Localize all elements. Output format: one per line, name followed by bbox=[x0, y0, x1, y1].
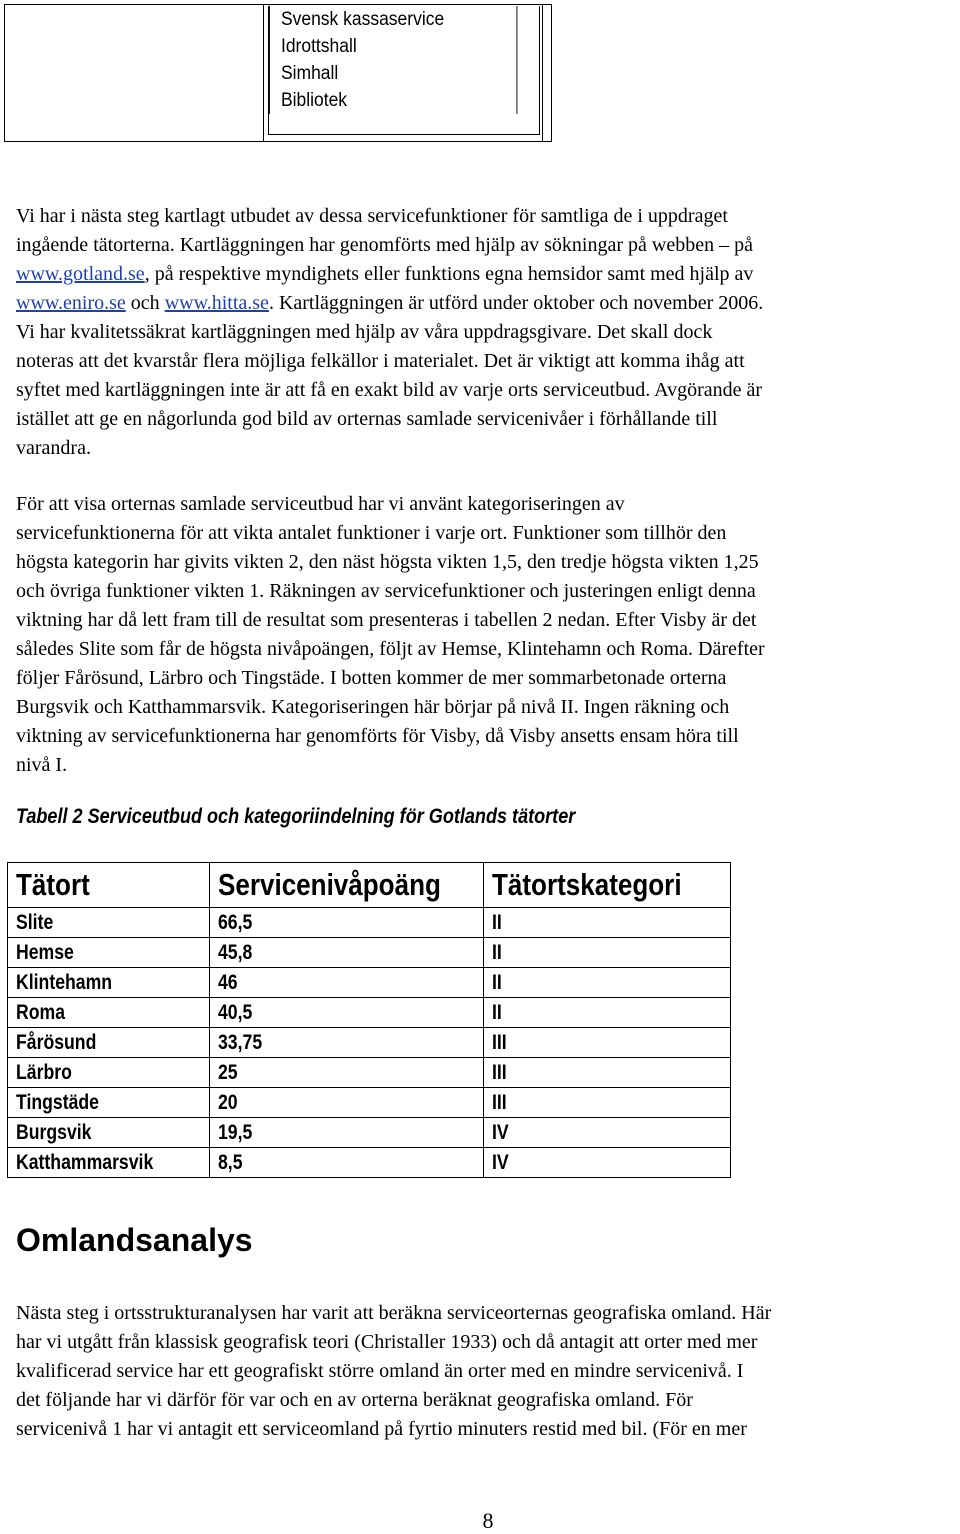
text-line bbox=[16, 260, 960, 289]
list-item: Idrottshall bbox=[269, 33, 517, 60]
link-eniro[interactable]: www.eniro.se bbox=[16, 292, 126, 314]
table-row bbox=[8, 1058, 731, 1088]
text-line: servicefunktionerna för att vikta antalet funktioner i varje ort. Funktioner som tillhör den bbox=[16, 522, 727, 544]
list-item: Bibliotek bbox=[269, 87, 517, 114]
cell-category: II bbox=[484, 908, 731, 938]
table-spacer bbox=[268, 114, 540, 134]
list-item: Simhall bbox=[269, 60, 517, 87]
cell-score: 20 bbox=[210, 1088, 484, 1118]
table-caption: Tabell 2 Serviceutbud och kategoriindelning för Gotlands tätorter bbox=[16, 805, 576, 828]
text-line: noteras att det kvarstår flera möjliga felkällor i materialet. Det är viktigt att komma ihåg att bbox=[16, 350, 745, 372]
text-line: högsta kategorin har givits vikten 2, den näst högsta vikten 1,5, den tredje högsta vikten 1,25 bbox=[16, 551, 759, 573]
text-line: istället att ge en någorlunda god bild av orternas samlade servicenivåer i förhållande till bbox=[16, 408, 718, 430]
table-divider bbox=[542, 5, 543, 141]
text-line: ingående tätorterna. Kartläggningen har genomförts med hjälp av sökningar på webben – på bbox=[16, 234, 753, 256]
cell-town: Roma bbox=[8, 998, 210, 1028]
text-line: varandra. bbox=[16, 437, 91, 459]
paragraph-hinterland bbox=[16, 1299, 960, 1444]
text-line: följer Fårösund, Lärbro och Tingstäde. I botten kommer de mer sommarbetonade orterna bbox=[16, 667, 727, 689]
text-line: nivå I. bbox=[16, 754, 68, 776]
column-header: Tätortskategori bbox=[484, 863, 731, 908]
cell-town: Klintehamn bbox=[8, 968, 210, 998]
cell-score: 40,5 bbox=[210, 998, 484, 1028]
cell-town: Slite bbox=[8, 908, 210, 938]
cell-town: Lärbro bbox=[8, 1058, 210, 1088]
text-line: Nästa steg i ortsstrukturanalysen har varit att beräkna serviceorternas geografiska omland. Här bbox=[16, 1302, 772, 1324]
cell-score: 66,5 bbox=[210, 908, 484, 938]
text-line: det följande har vi därför för var och en av orterna beräknat geografiska omland. För bbox=[16, 1389, 693, 1411]
cell-score: 8,5 bbox=[210, 1148, 484, 1178]
table-divider bbox=[263, 5, 264, 141]
link-hitta[interactable]: www.hitta.se bbox=[164, 292, 269, 314]
text-line: viktning har då lett fram till de resultat som presenteras i tabellen 2 nedan. Efter Visby är det bbox=[16, 609, 757, 631]
table-row bbox=[8, 1088, 731, 1118]
paragraph-survey bbox=[16, 202, 960, 463]
table-row bbox=[8, 938, 731, 968]
cell-category: IV bbox=[484, 1148, 731, 1178]
table-row bbox=[8, 1118, 731, 1148]
cell-town: Katthammarsvik bbox=[8, 1148, 210, 1178]
cell-category: II bbox=[484, 938, 731, 968]
table-rule bbox=[268, 134, 540, 135]
cell-category: III bbox=[484, 1058, 731, 1088]
table-header-row bbox=[8, 863, 731, 908]
text-fragment: . Kartläggningen är utförd under oktober och november 2006. bbox=[268, 292, 764, 314]
cell-score: 45,8 bbox=[210, 938, 484, 968]
text-line: Vi har kvalitetssäkrat kartläggningen med hjälp av våra uppdragsgivare. Det skall dock bbox=[16, 321, 713, 343]
section-heading: Omlandsanalys bbox=[16, 1222, 253, 1258]
cell-town: Tingstäde bbox=[8, 1088, 210, 1118]
text-line: För att visa orternas samlade serviceutbud har vi använt kategoriseringen av bbox=[16, 493, 625, 515]
text-line: och övriga funktioner vikten 1. Räkningen av servicefunktioner och justeringen enligt denna bbox=[16, 580, 756, 602]
text-line bbox=[16, 289, 960, 318]
cell-category: III bbox=[484, 1088, 731, 1118]
table-row bbox=[8, 998, 731, 1028]
text-fragment: , på respektive myndighets eller funktions egna hemsidor samt med hjälp av bbox=[144, 263, 754, 285]
cell-score: 33,75 bbox=[210, 1028, 484, 1058]
text-line: Vi har i nästa steg kartlagt utbudet av dessa servicefunktioner för samtliga de i uppdraget bbox=[16, 205, 728, 227]
service-function-list bbox=[268, 6, 540, 135]
cell-town: Hemse bbox=[8, 938, 210, 968]
cell-category: III bbox=[484, 1028, 731, 1058]
text-line: således Slite som får de högsta nivåpoängen, följt av Hemse, Klintehamn och Roma. Därefter bbox=[16, 638, 765, 660]
column-header: Servicenivåpoäng bbox=[210, 863, 484, 908]
table-row bbox=[8, 1028, 731, 1058]
cell-category: IV bbox=[484, 1118, 731, 1148]
text-fragment: och bbox=[125, 292, 165, 314]
text-line: syftet med kartläggningen inte är att få en exakt bild av varje orts serviceutbud. Avgörande är bbox=[16, 379, 763, 401]
paragraph-weighting bbox=[16, 490, 960, 780]
text-line: viktning av servicefunktionerna har genomförts för Visby, då Visby ansetts ensam höra till bbox=[16, 725, 739, 747]
page-number: 8 bbox=[482, 1508, 494, 1533]
service-level-table bbox=[7, 862, 731, 1178]
text-line: servicenivå 1 har vi antagit ett serviceomland på fyrtio minuters restid med bil. (För en mer bbox=[16, 1418, 747, 1440]
table-row bbox=[8, 968, 731, 998]
cell-category: II bbox=[484, 968, 731, 998]
column-header: Tätort bbox=[8, 863, 210, 908]
list-item: Svensk kassaservice bbox=[269, 6, 517, 33]
cell-score: 19,5 bbox=[210, 1118, 484, 1148]
cell-score: 46 bbox=[210, 968, 484, 998]
cell-town: Burgsvik bbox=[8, 1118, 210, 1148]
text-line: kvalificerad service har ett geografiskt större omland än orter med en mindre servicenivå. I bbox=[16, 1360, 744, 1382]
link-gotland[interactable]: www.gotland.se bbox=[16, 263, 145, 285]
cell-town: Fårösund bbox=[8, 1028, 210, 1058]
cell-category: II bbox=[484, 998, 731, 1028]
cell-score: 25 bbox=[210, 1058, 484, 1088]
text-line: har vi utgått från klassisk geografisk teori (Christaller 1933) och då antagit att orter med mer bbox=[16, 1331, 758, 1353]
text-line: Burgsvik och Katthammarsvik. Kategoriseringen här börjar på nivå II. Ingen räkning och bbox=[16, 696, 730, 718]
table-row bbox=[8, 908, 731, 938]
table-row bbox=[8, 1148, 731, 1178]
